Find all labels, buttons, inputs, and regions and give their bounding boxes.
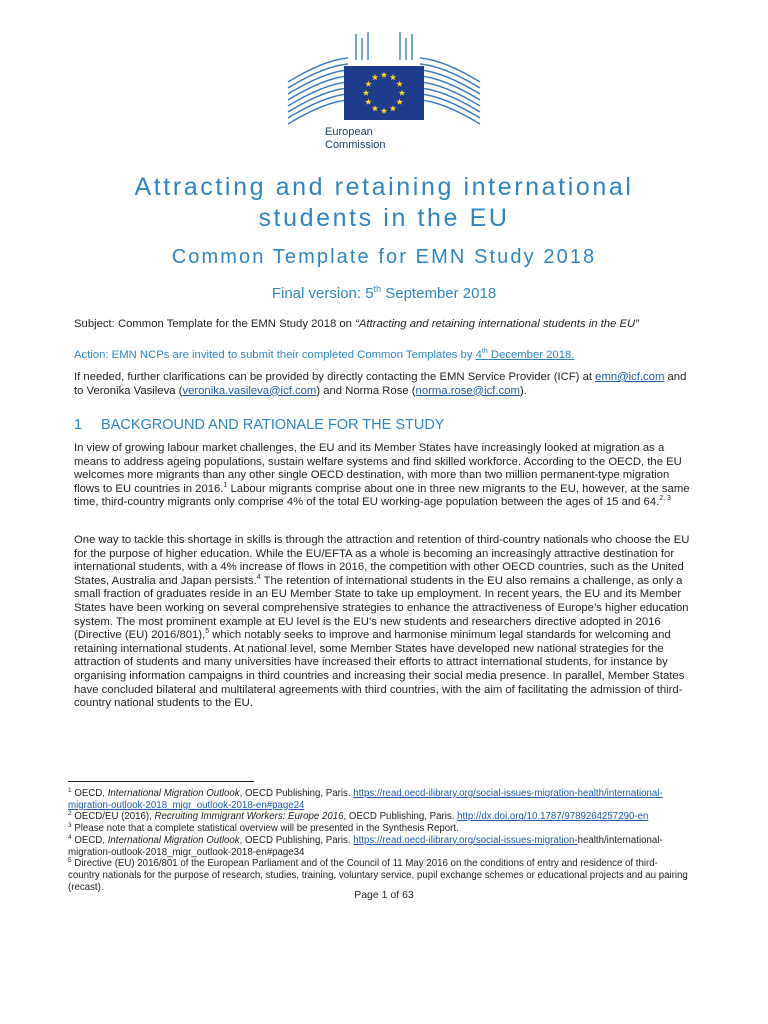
clarification-text-2: and to Veronika Vasileva ( (74, 371, 687, 397)
footnote-divider (68, 781, 254, 782)
email-link-rose[interactable]: norma.rose@icf.com (415, 384, 520, 397)
deadline-day: 4 (475, 349, 482, 361)
footnote-text: , OECD Publishing, Paris. (239, 788, 354, 799)
subject-quote: “Attracting and retaining international students in the EU” (355, 318, 639, 330)
footnote-text: OECD, (71, 834, 108, 846)
clarification-text-1: If needed, further clarifications can be provided by directly contacting the EMN Service Provider (ICF) at (74, 371, 596, 383)
footnote-number: 4 (68, 833, 72, 841)
footnote-link[interactable]: https://read.oecd-ilibrary.org/social-issues-migration- (353, 834, 578, 846)
clarification-paragraph (74, 371, 696, 398)
footnote-ref-4[interactable]: 4 (256, 573, 261, 581)
clarification-text-3: ) and Norma Rose ( (316, 384, 416, 397)
footnote-number: 1 (68, 787, 72, 794)
subject-label: Subject: Common Template for the EMN Study 2018 on (74, 318, 356, 330)
logo-line-european: European (325, 126, 373, 138)
footnote-text: , OECD Publishing, Paris. (343, 811, 458, 823)
footnote-text: OECD/EU (2016), (71, 811, 155, 823)
document-subtitle: Common Template for EMN Study 2018 (171, 246, 597, 268)
footnote (68, 823, 688, 835)
para1-text-1: In view of growing labour market challenges, the EU and its Member States have increasingly looked at migration as a means to address ageing populations, sustain welfare systems and find skilled workforce. According to the OECD, the EU welcomes more migrants than any other single OECD destination, with more than two million permanent-type migration flows to EU countries in 2016. (74, 442, 682, 495)
footnotes (68, 788, 688, 893)
footnote-title: Recruiting Immigrant Workers: Europe 2016 (154, 811, 344, 823)
footnote-title: International Migration Outlook (107, 834, 240, 846)
title-line-1: Attracting and retaining international (134, 173, 634, 201)
email-link-vasileva[interactable]: veronika.vasileva@icf.com (182, 384, 317, 397)
footnote-link[interactable]: http://dx.doi.org/10.1787/9789264257290-en (457, 811, 649, 823)
section-heading (74, 417, 444, 433)
footnote-number: 5 (68, 857, 72, 865)
subject-line (74, 318, 696, 332)
document-title (60, 172, 708, 234)
footnote-text: OECD, (71, 788, 108, 799)
action-line (74, 349, 696, 363)
footnote-ref-2-3[interactable]: 2, 3 (659, 495, 671, 503)
version-pre: Final version: 5 (271, 285, 374, 302)
footnote-text: Directive (EU) 2016/801 of the European Parliament and of the Council of 11 May 2016 on the conditions of entry and residence of third-country nationals for the purpose of research, studies, training, voluntary service, pupil exchange schemes or educational projects and au pairing (recast). (68, 858, 688, 893)
version-sup: th (373, 284, 382, 294)
footnote-text: health/international-migration-outlook-2018_migr_outlook-2018-en#page34 (68, 834, 663, 858)
body-paragraph-1 (74, 442, 696, 510)
page-number: Page 1 of 63 (354, 889, 414, 901)
footnote-ref-5[interactable]: 5 (205, 628, 210, 636)
version-post: September 2018 (381, 285, 497, 302)
footnote-title: International Migration Outlook (107, 788, 240, 799)
clarification-text-4: ). (519, 384, 527, 397)
deadline-link[interactable] (476, 349, 575, 361)
section-title: BACKGROUND AND RATIONALE FOR THE STUDY (101, 417, 445, 433)
section-number: 1 (74, 417, 83, 433)
footnote (68, 788, 688, 811)
footnote (68, 835, 688, 858)
footnote-text: , OECD Publishing, Paris. (239, 834, 354, 846)
footnote-link[interactable]: https://read.oecd-ilibrary.org/social-issues-migration-health/international-migration-outlook-2018_migr_outlook-2018-en#page24 (68, 788, 663, 811)
email-link-emn[interactable]: emn@icf.com (595, 371, 665, 383)
title-line-2: students in the EU (258, 204, 510, 232)
action-text: Action: EMN NCPs are invited to submit their completed Common Templates by (74, 349, 476, 361)
footnote (68, 811, 688, 823)
body-paragraph-2 (74, 534, 696, 711)
logo-line-commission: Commission (325, 139, 386, 151)
para1-text-2: Labour migrants comprise about one in three new migrants to the EU, however, at the same time, third-country migrants only comprise 4% of the total EU working-age population between the ages of 15 and 64. (74, 482, 690, 509)
para2-text-1: One way to tackle this shortage in skills is through the attraction and retention of third-country nationals who choose the EU for the purpose of higher education. While the EU/EFTA as a whole is becoming an increasingly attractive destination for international students, with a 4% increase of flows in 2016, the competition with other OECD countries, such as the United States, Australia and Japan persists. (74, 534, 690, 587)
deadline-rest: December 2018. (487, 349, 575, 361)
european-commission-wordmark (325, 126, 445, 152)
para2-text-2: The retention of international students in the EU also remains a challenge, as only a small fraction of graduates reside in an EU Member State to take up employment. In recent years, the EU and its Member States have been working on several comprehensive strategies to enhance the attractiveness of Europe’s higher education system. The most prominent example at EU level is the EU’s new students and researchers directive adopted in 2016 (Directive (EU) 2016/801), (74, 574, 689, 642)
version-line (60, 284, 708, 304)
footnote-text: Please note that a complete statistical overview will be presented in the Synthesis Report. (71, 823, 459, 835)
footnote-number: 3 (68, 822, 72, 830)
para2-text-3: which notably seeks to improve and harmonise minimum legal standards for welcoming and retaining international students. At national level, some Member States have developed new national strategies for the attraction of students and many universities have increased their efforts to attract international students, for instance by organising information campaigns in third countries and increasing their social media presence. In parallel, Member States have concluded bilateral and multilateral agreements with third countries, with the aim of facilitating the admission of third-country national students to the EU. (74, 629, 685, 710)
deadline-sup: th (481, 348, 488, 355)
footnote-number: 2 (68, 810, 72, 818)
footnote-ref-1[interactable]: 1 (223, 481, 228, 489)
